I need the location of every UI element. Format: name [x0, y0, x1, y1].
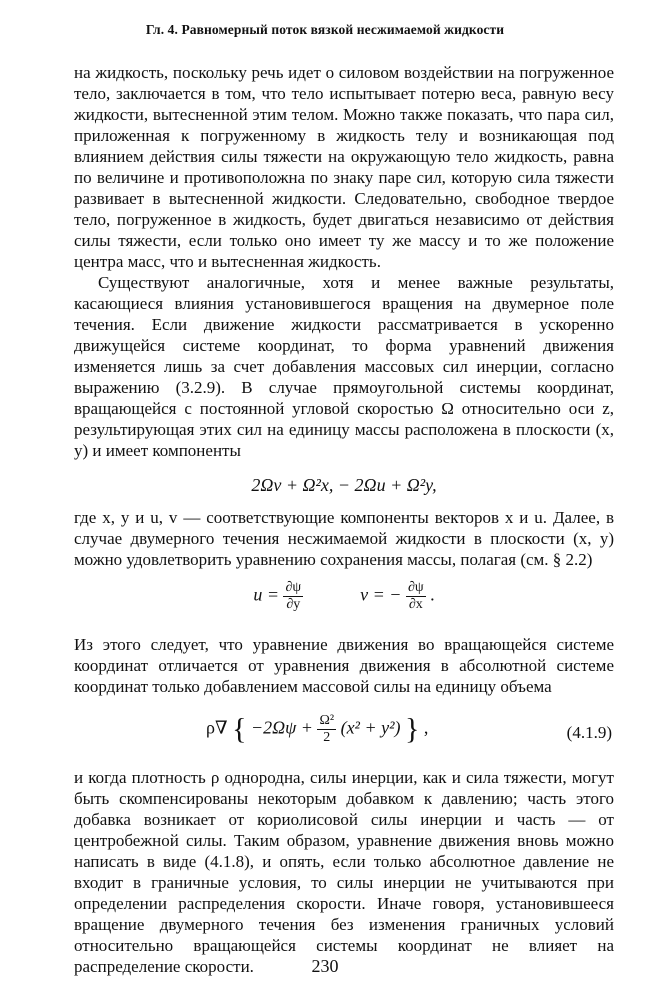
equation-number: (4.1.9)	[566, 723, 612, 742]
eq2-v-fraction	[406, 580, 426, 613]
eq3-open-brace: {	[232, 712, 247, 746]
equation-4-1-9	[74, 709, 614, 753]
paragraph-1: на жидкость, поскольку речь идет о силовом воздействии на погруженное тело, заключается в том, что тело испытывает потерю веса, равную весу жидкости, вытесненной этим телом. Можно также показать, что пара сил, приложенная к погруженному в жидкость телу и возникающая под влиянием действия силы тяжести на окружающую тело жидкость, равна по величине и противоположна по знаку паре сил, которую сила тяжести развивает в вытесненной жидкости. Следовательно, свободное твердое тело, погруженное в жидкость, будет двигаться независимо от действия силы тяжести, если только оно имеет ту же массу и то же положение центра масс, что и вытесненная жидкость.	[74, 63, 614, 271]
eq2-u-den: ∂y	[286, 597, 301, 612]
page-body	[74, 62, 614, 977]
eq3-close-brace: }	[404, 712, 420, 746]
equation-stream-function	[74, 580, 614, 620]
eq2-v-lhs: v = −	[360, 584, 402, 605]
eq3-fraction	[317, 713, 336, 746]
paragraph-3: где x, y и u, v — соответствующие компоненты векторов x и u. Далее, в случае двумерного течения несжимаемой жидкости в плоскости (x, y) можно удовлетворить уравнению сохранения массы, полагая (см. § 2.2)	[74, 508, 614, 569]
eq2-u-fraction	[283, 580, 303, 613]
eq2-u-lhs: u =	[253, 584, 279, 605]
eq2-end: .	[430, 584, 435, 605]
eq3-end: ,	[423, 717, 429, 738]
page-number: 230	[311, 956, 339, 976]
eq3-den: 2	[323, 730, 331, 745]
running-header: Гл. 4. Равномерный поток вязкой несжимаемой жидкости	[145, 22, 505, 37]
equation-inertia-components: 2Ωv + Ω²x, − 2Ωu + Ω²y,	[251, 475, 437, 495]
eq2-u-num: ∂ψ	[285, 580, 302, 595]
paragraph-4: Из этого следует, что уравнение движения во вращающейся системе координат отличается от уравнения движения в абсолютной системе координат только добавлением массовой силы на единицу объема	[74, 635, 614, 696]
paragraph-2: Существуют аналогичные, хотя и менее важные результаты, касающиеся влияния установившегося вращения на двумерное поле течения. Если движение жидкости рассматривается в ускоренно движущейся системе координат, то форма уравнений движения изменяется лишь за счет добавления массовых сил инерции, согласно выражению (3.2.9). В случае прямоугольной системы координат, вращающейся с постоянной угловой скоростью Ω относительно оси z, результирующая этих сил на единицу массы расположена в плоскости (x, y) и имеет компоненты	[74, 273, 614, 460]
eq2-v-num: ∂ψ	[407, 580, 424, 595]
paragraph-5: и когда плотность ρ однородна, силы инерции, как и сила тяжести, могут быть скомпенсированы некоторым добавком к давлению; часть этого добавка возникает от кориолисовой силы инерции и часть — от центробежной силы. Таким образом, уравнение движения вновь можно написать в виде (4.1.8), и опять, если только абсолютное давление не входит в граничные условия, то силы инерции не учитываются при определении распределения скорости. Иначе говоря, установившееся вращение двумерного течения без изменения граничных условий относительно вращающейся системы координат не влияет на распределение скорости.	[74, 768, 614, 976]
eq2-v-den: ∂x	[408, 597, 423, 612]
eq3-part2: (x² + y²)	[340, 717, 401, 738]
eq3-lead: ρ∇	[206, 717, 228, 738]
eq3-num: Ω²	[319, 713, 335, 728]
eq3-part1: −2Ωψ +	[250, 717, 313, 738]
